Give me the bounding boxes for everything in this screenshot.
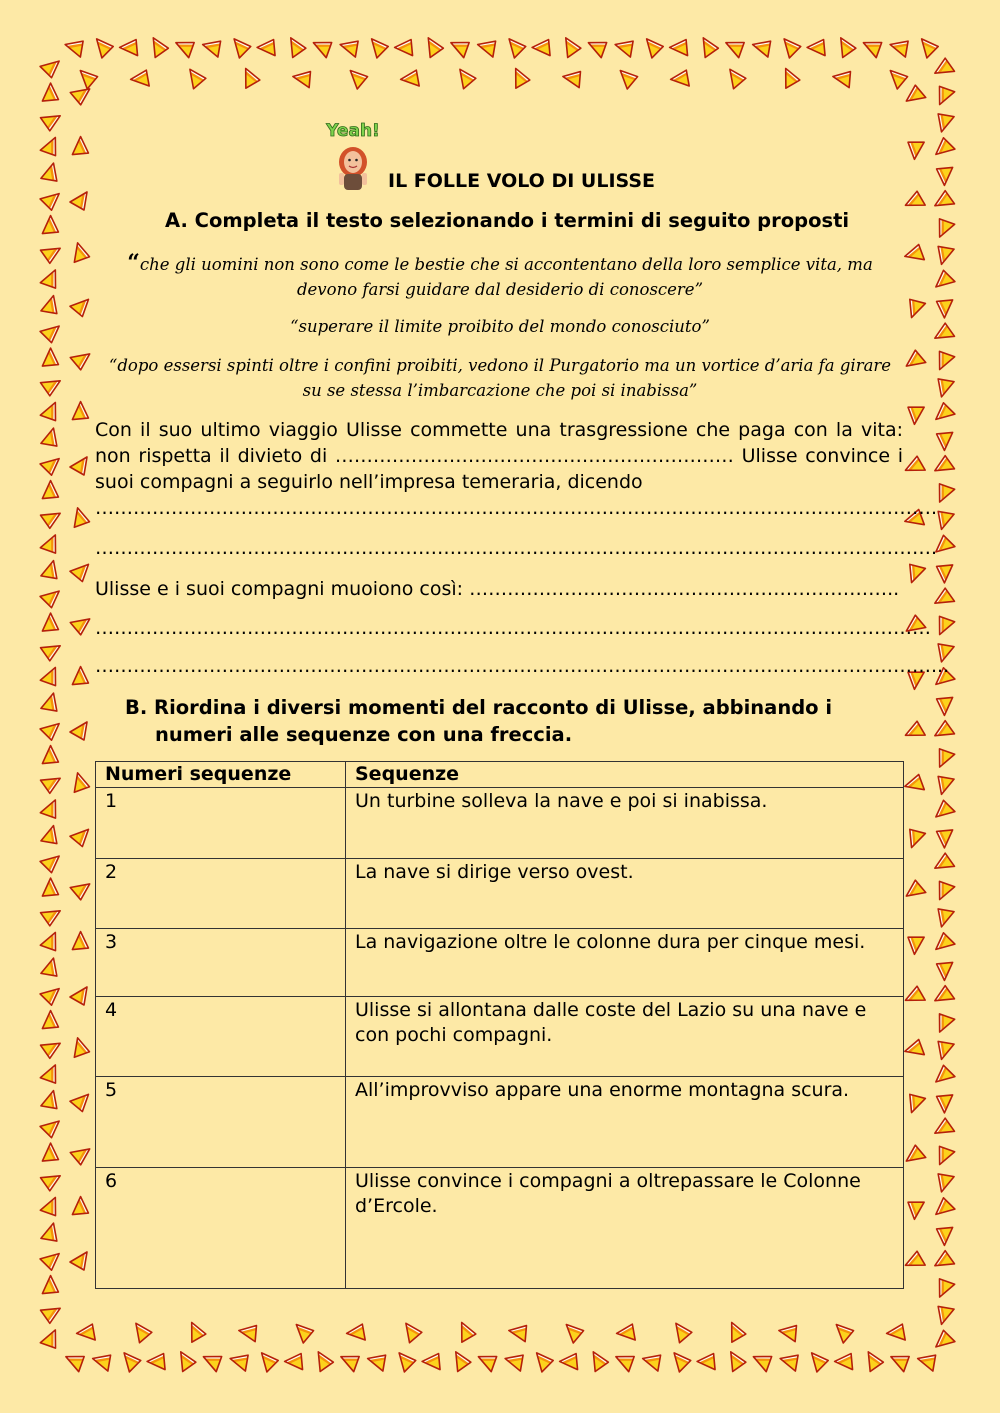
table-row: [96, 788, 904, 859]
blank-death[interactable]: …………………………………………………………..: [469, 578, 900, 600]
sequence-text[interactable]: Un turbine solleva la nave e poi si inabissa.: [346, 788, 904, 859]
blank-line-4[interactable]: ……………………………………………………………………………………………………………………...: [95, 655, 950, 677]
section-a-heading: A. Completa il testo selezionando i termini di seguito proposti: [165, 209, 850, 232]
sequence-number[interactable]: 5: [96, 1077, 346, 1168]
header-numbers: Numeri sequenze: [96, 762, 346, 788]
table-row: [96, 1077, 904, 1168]
fill-in-paragraph-1: [95, 417, 903, 495]
sequence-table: [95, 761, 904, 1289]
yeah-avatar-image: [320, 118, 386, 192]
blank-line-3[interactable]: ……………………………………………………………………………………………………………………: [95, 617, 931, 639]
quote-1-text: che gli uomini non sono come le bestie che si accontentano della loro semplice vita, ma devono farsi guidare dal desiderio di conoscere”: [139, 255, 873, 299]
sequence-number[interactable]: 4: [96, 997, 346, 1077]
quote-2: “superare il limite proibito del mondo conosciuto”: [290, 317, 710, 336]
sequence-number[interactable]: 3: [96, 929, 346, 997]
sequence-text[interactable]: Ulisse si allontana dalle coste del Lazio su una nave e con pochi compagni.: [346, 997, 904, 1077]
quote-1: [100, 251, 900, 302]
sequence-number[interactable]: 1: [96, 788, 346, 859]
paragraph-1-text-a: Con il suo ultimo viaggio Ulisse commette una trasgressione che paga con la vita: non rispetta il divieto di: [95, 419, 903, 467]
section-b-heading-line-2: numeri alle sequenze con una freccia.: [155, 723, 573, 746]
sequence-text[interactable]: La navigazione oltre le colonne dura per cinque mesi.: [346, 929, 904, 997]
table-header-row: [96, 762, 904, 788]
table-row: [96, 997, 904, 1077]
sequence-text[interactable]: All’improvviso appare una enorme montagna scura.: [346, 1077, 904, 1168]
quote-open-mark: “: [127, 250, 140, 276]
svg-text:Yeah!: Yeah!: [326, 121, 380, 141]
sequence-number[interactable]: 6: [96, 1168, 346, 1289]
blank-line-2[interactable]: …………………………………………………………………………………………………………………….: [95, 537, 938, 559]
blank-divieto[interactable]: ………………………………………………………: [334, 445, 734, 467]
worksheet-title: IL FOLLE VOLO DI ULISSE: [388, 170, 656, 192]
table-row: [96, 859, 904, 929]
section-b-heading-line-1: B. Riordina i diversi momenti del racconto di Ulisse, abbinando i: [125, 696, 833, 719]
sequence-number[interactable]: 2: [96, 859, 346, 929]
quote-3: “dopo essersi spinti oltre i confini proibiti, vedono il Purgatorio ma un vortice d’aria fa girare su se stessa l’imbarcazione che poi si inabissa”: [108, 356, 892, 400]
paragraph-1-text-b: Ulisse convince i suoi compagni a seguirlo nell’impresa temeraria, dicendo: [95, 445, 904, 493]
sequence-text[interactable]: Ulisse convince i compagni a oltrepassare le Colonne d’Ercole.: [346, 1168, 904, 1289]
fill-in-paragraph-2: [95, 576, 903, 602]
header-sequences: Sequenze: [346, 762, 904, 788]
blank-line-1[interactable]: …………………………………………………………………………………………………………………….: [95, 497, 938, 519]
table-row: [96, 1168, 904, 1289]
section-b-heading: [125, 694, 903, 748]
table-row: [96, 929, 904, 997]
paragraph-2-label: Ulisse e i suoi compagni muoiono così:: [95, 578, 464, 600]
sequence-text[interactable]: La nave si dirige verso ovest.: [346, 859, 904, 929]
